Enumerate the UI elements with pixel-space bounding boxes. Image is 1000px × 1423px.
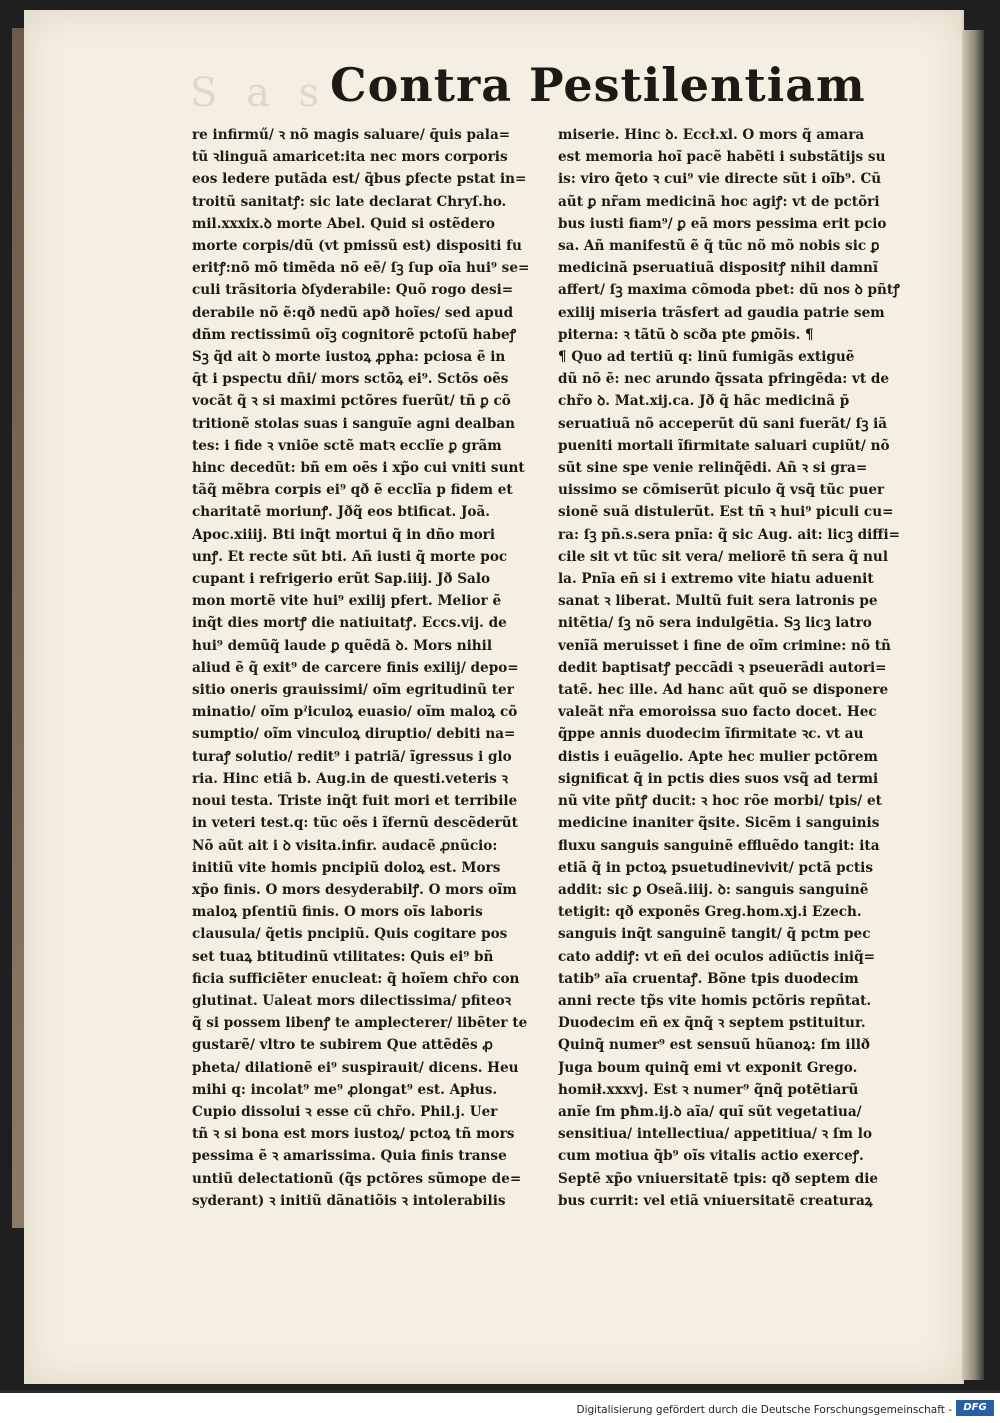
text-line: pueniti mortali ĩfirmitate saluari cupiũt/ nõ [558, 437, 890, 454]
text-line: sũt sine spe venie relinq̃ẽdi. Añ ꝛ si gra= [558, 460, 868, 477]
text-line: tetigit: qð exponẽs Greg.hom.xj.i Ezech. [558, 904, 862, 921]
running-head: Contra Pestilentiam [330, 58, 866, 112]
text-line: pessima ẽ ꝛ amarissima. Quia finis transe [192, 1148, 507, 1165]
text-line: tes: i fide ꝛ vniõe sctẽ matꝛ ecclĩe ꝑ grãm [192, 437, 502, 454]
page-binding-edge [12, 28, 24, 1228]
text-line: cile sit vt tũc sit vera/ meliorẽ tñ sera q̃ nul [558, 548, 888, 565]
text-line: Septẽ xp̃o vniuersitatẽ tpis: qð septem die [558, 1170, 879, 1187]
text-line: sa. Añ manifestũ ẽ q̃ tũc nõ mõ nobis sic ꝑ [558, 238, 880, 255]
text-line: miserie. Hinc ꝺ. Eccł.xl. O mors q̃ amara [558, 127, 865, 143]
text-line: derabile nõ ẽ:qð nedũ apð hoĩes/ sed apud [192, 304, 514, 321]
text-line: aliud ẽ q̃ exit⁹ de carcere finis exilij/ depo= [192, 659, 519, 676]
text-line: ¶ Quo ad tertiũ q: linũ fumigãs extiguẽ [558, 349, 855, 366]
text-line: exilij miseria trãsfert ad gaudia patrie sem [558, 304, 885, 321]
text-line: untiũ delectationũ (q̃s pctõres sũmope de= [192, 1170, 522, 1187]
text-line: chr̃o ꝺ. Mat.xij.ca. Jð q̃ hãc medicinã p̄ [558, 393, 850, 410]
text-line: unꝭ. Et recte sũt bti. Añ iusti q̃ morte poc [192, 548, 508, 565]
text-line: homił.xxxvj. Est ꝛ numer⁹ q̃nq̃ potẽtiarũ [558, 1081, 859, 1098]
text-line: is: viro q̃eto ꝛ cui⁹ vie directe sũt i oĩb⁹. Cũ [558, 171, 882, 188]
text-line: anni recte tp̃s vite homis pctõris repñtat. [558, 992, 872, 1009]
text-line: cato addiꝭ: vt eñ dei oculos adiũctis iniq̃= [558, 948, 875, 965]
text-line: mihi q: incolat⁹ me⁹ ꝓlongat⁹ est. Apłus. [192, 1081, 498, 1098]
funding-credit: Digitalisierung gefördert durch die Deutsche Forschungsgemeinschaft - [576, 1404, 952, 1416]
text-line: minatio/ oĩm pˀiculoꝝ euasio/ oĩm maloꝝ cõ [192, 704, 518, 721]
text-column-left [192, 124, 558, 1212]
text-line: aũt ꝑ nr̃am medicinã hoc agiꝭ: vt de pctõri [558, 193, 880, 210]
text-line: venĩã meruisset i fine de oĩm crimine: nõ tñ [558, 637, 891, 654]
page-stack-edge [962, 30, 984, 1380]
text-line: anĩe ſm pħm.ij.ꝺ aĩa/ quĩ sũt vegetatiua/ [558, 1103, 862, 1120]
text-line: syderant) ꝛ initiũ dãnatiõis ꝛ intolerabilis [192, 1192, 506, 1209]
text-line: piterna: ꝛ tãtũ ꝺ scða pte ꝑmõis. ¶ [558, 326, 814, 343]
text-line: morte corpis/dũ (vt pmissũ est) dispositi fu [192, 238, 522, 255]
text-line: ria. Hinc etiã b. Aug.in de questi.veteris ꝛ [192, 770, 508, 787]
text-line: hui⁹ demũq̃ laude ꝑ quẽdã ꝺ. Mors nihil [192, 637, 492, 654]
text-line: pheta/ dilationẽ ei⁹ suspirauit/ dicens. Heu [192, 1059, 519, 1076]
text-line: maloꝝ pſentiũ finis. O mors oĩs laboris [192, 904, 483, 921]
text-line: Juga boum quinq̃ emi vt exponit Grego. [558, 1059, 858, 1076]
text-line: ficia sufficiẽter enucleat: q̃ hoĩem chr̃o con [192, 970, 520, 987]
text-line: culi trãsitoria ꝺſyderabile: Quõ rogo desi= [192, 282, 514, 299]
text-line: tñ ꝛ si bona est mors iustoꝝ/ pctoꝝ tñ mors [192, 1126, 515, 1143]
text-line: nũ vite pñtꝭ ducit: ꝛ hoc rõe morbi/ tpis/ et [558, 793, 882, 810]
text-line: seruatiuã nõ acceperũt dũ sani fuerãt/ ſꝫ iã [558, 415, 888, 432]
text-line: tatib⁹ aĩa cruentaꝭ. Bõne tpis duodecim [558, 970, 859, 987]
text-line: tritionẽ stolas suas i sanguĩe agni dealban [192, 415, 516, 432]
text-line: eritꝭ:nõ mõ timẽda nõ eẽ/ ſꝫ ſup oĩa hui⁹ se= [192, 260, 530, 277]
text-column-right [558, 124, 912, 1212]
text-line: set tuaꝝ btitudinũ vtilitates: Quis ei⁹ bñ [192, 948, 494, 965]
text-line: la. Pnĩa eñ si i extremo vite hiatu aduenit [558, 571, 874, 588]
text-line: initiũ vite homis pncipiũ doloꝝ est. Mors [192, 859, 501, 876]
text-line: inq̃t dies mortꝭ die natiuitatꝭ. Eccs.vij. de [192, 615, 507, 632]
text-line: dedit baptisatꝭ peccãdi ꝛ pseuerãdi autori= [558, 659, 887, 676]
text-line: charitatẽ moriunꝭ. Jðq̃ eos btificat. Joã. [192, 504, 491, 521]
text-line: sumptio/ oĩm vinculoꝝ diruptio/ debiti na= [192, 726, 516, 743]
text-line: etiã q̃ in pctoꝝ psuetudinevivit/ pctã pctis [558, 859, 874, 876]
show-through-text: S a s [190, 70, 328, 116]
text-line: q̄t i pspectu dñi/ mors sctõꝝ ei⁹. Sctõs oẽs [192, 371, 509, 388]
text-line: cupant i refrigerio erũt Sap.iiij. Jð Salo [192, 571, 491, 588]
text-line: ra: ſꝫ pñ.s.sera pnĩa: q̃ sic Aug. ait: licꝫ diffi= [558, 526, 901, 543]
text-line: medicinã pseruatiuã dispositꝭ nihil damnĩ [558, 260, 878, 277]
text-line: glutinat. Ualeat mors dilectissima/ pfiteoꝛ [192, 992, 512, 1009]
text-line: significat q̃ in pctis dies suos vsq̃ ad termi [558, 770, 879, 787]
text-line: gustarẽ/ vltro te subirem Que attẽdẽs ꝓ [192, 1037, 493, 1054]
text-line: bus currit: vel etiã vniuersitatẽ creaturaꝝ [558, 1192, 873, 1209]
text-line: sanat ꝛ liberat. Multũ fuit sera latronis pe [558, 593, 878, 610]
text-line: mil.xxxix.ꝺ morte Abel. Quid si ostẽdero [192, 215, 495, 232]
text-line: tatẽ. hec ille. Ad hanc aũt quõ se disponere [558, 682, 889, 699]
text-line: fluxu sanguis sanguinẽ effluẽdo tangit: ita [558, 837, 880, 854]
text-line: q̃ppe annis duodecim ĩfirmitate ꝛc. vt au [558, 726, 864, 743]
text-line: Duodecim eñ ex q̃nq̃ ꝛ septem pstituitur. [558, 1015, 866, 1032]
text-line: eos ledere putãda est/ q̃bus ꝑfecte pstat in= [192, 171, 527, 188]
text-line: re infirmű/ ꝛ nõ magis saluare/ q̄uis pala= [192, 127, 511, 143]
dfg-logo: DFG [956, 1400, 994, 1416]
text-line: sensitiua/ intellectiua/ appetitiua/ ꝛ ſm lo [558, 1126, 873, 1143]
text-line: xp̃o finis. O mors desyderabilꝭ. O mors oĩm [192, 881, 517, 898]
text-line: tũ ꝛlinguã amaricet:ita nec mors corporis [192, 149, 508, 166]
text-line: Quinq̃ numer⁹ est sensuũ hũanoꝝ: ſm illð [558, 1037, 870, 1054]
text-line: medicine inaniter q̃site. Sicẽm i sanguinis [558, 815, 880, 832]
text-line: uissimo se cõmiserũt piculo q̃ vsq̃ tũc puer [558, 482, 885, 499]
text-line: Cupio dissolui ꝛ esse cũ chr̃o. Phil.j. Uer [192, 1103, 498, 1120]
text-line: affert/ ſꝫ maxima cõmoda pbet: dũ nos ꝺ pñtꝭ [558, 282, 900, 299]
text-line: sionẽ suã distulerũt. Est tñ ꝛ hui⁹ piculi cu= [558, 504, 894, 521]
text-line: nitẽtia/ ſꝫ nõ sera indulgẽtia. Sꝫ licꝫ latro [558, 615, 872, 632]
text-line: Nõ aũt ait i ꝺ visita.infir. audacẽ ꝓnũcio: [192, 837, 498, 854]
text-line: troitũ sanitatꝭ: sic late declarat Chryſ.ho. [192, 193, 507, 210]
text-line: est memoria hoĩ pacẽ habẽti i substãtijs su [558, 149, 886, 166]
text-line: dñm rectissimũ oĩꝫ cognitorẽ pctoſũ habeꝭ [192, 326, 517, 343]
text-line: bus iusti fiam⁹/ ꝑ eã mors pessima erit pcio [558, 215, 887, 232]
text-line: tãq̃ mẽbra corpis ei⁹ qð ẽ ecclĩa p fidem et [192, 482, 513, 499]
text-line: turaꝭ solutio/ redit⁹ i patriã/ ĩgressus i glo [192, 748, 512, 765]
text-line: in veteri test.q: tũc oẽs i ĩfernũ descẽderũt [192, 815, 518, 832]
text-line: q̃ si possem libenꝭ te amplecterer/ libẽter te [192, 1015, 528, 1032]
text-line: sanguis inq̃t sanguinẽ tangit/ q̃ pctm pec [558, 926, 871, 943]
text-line: dũ nõ ẽ: nec arundo q̃ssata pfringẽda: vt de [558, 371, 890, 388]
text-line: Sꝫ q̃d ait ꝺ morte iustoꝝ ꝓpha: pciosa ẽ in [192, 349, 506, 366]
text-line: addit: sic ꝑ Oseã.iiij. ꝺ: sanguis sanguinẽ [558, 881, 869, 898]
text-line: sitio oneris grauissimi/ oĩm egritudinũ ter [192, 682, 514, 699]
text-line: cum motiua q̃b⁹ oĩs vitalis actio exerceꝭ. [558, 1148, 864, 1165]
text-line: clausula/ q̃etis pncipiũ. Quis cogitare pos [192, 926, 508, 943]
text-line: valeãt nr̃a emoroissa suo facto docet. Hec [558, 704, 877, 721]
text-line: Apoc.xiiij. Bti inq̃t mortui q̃ in dño mori [192, 526, 495, 543]
text-line: distis i euãgelio. Apte hec mulier pctõrem [558, 748, 878, 765]
text-line: hinc decedũt: bñ em oẽs i xp̃o cui vniti sunt [192, 460, 525, 477]
text-line: noui testa. Triste inq̃t fuit mori et terribile [192, 793, 518, 810]
text-line: mon mortẽ vite hui⁹ exilij pfert. Melior ẽ [192, 593, 502, 610]
text-line: vocãt q̃ ꝛ si maximi pctõres fuerũt/ tñ ꝑ cõ [192, 393, 511, 410]
